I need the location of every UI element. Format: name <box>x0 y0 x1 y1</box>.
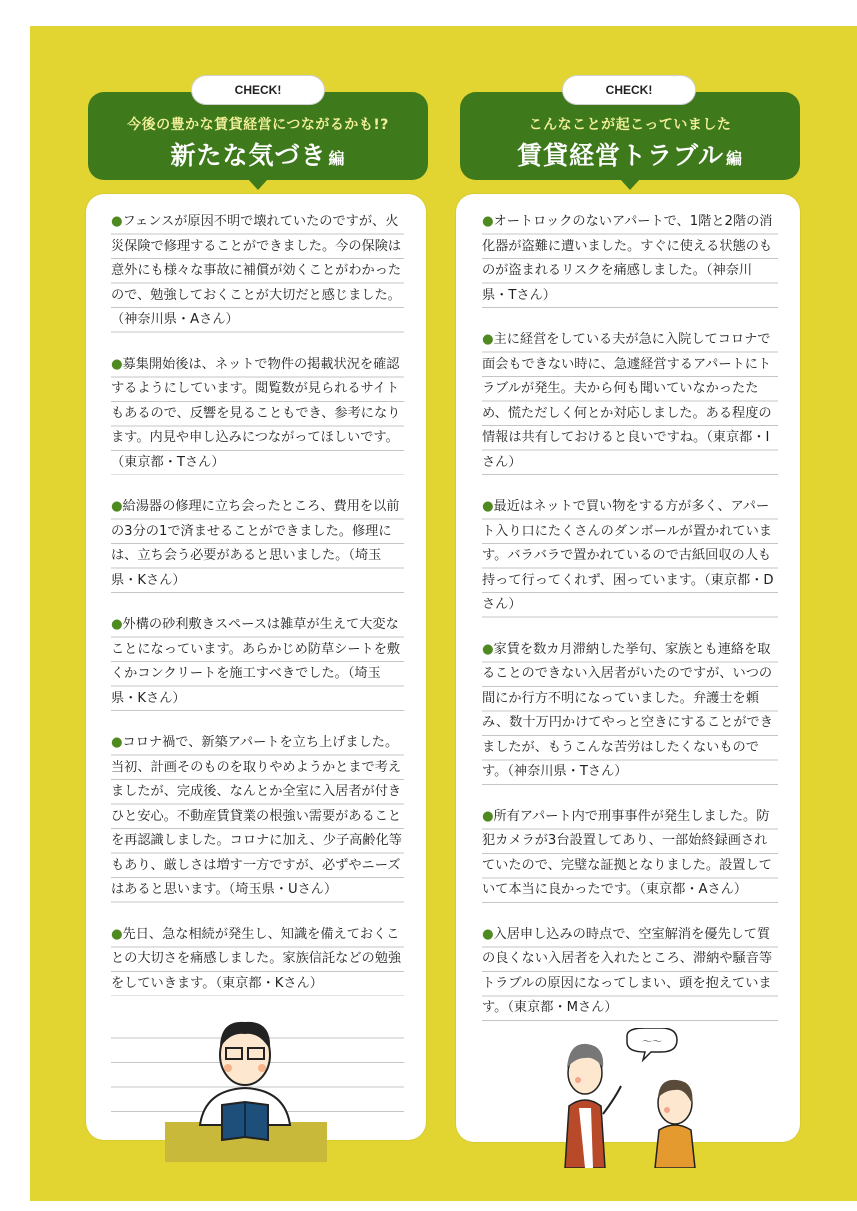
list-item <box>111 495 404 593</box>
bullet-icon: ● <box>482 926 494 942</box>
entry-text: 先日、急な相続が発生し、知識を備えておくことの大切さを痛感しました。家族信託などの勉強をしていきます。（東京都・Kさん） <box>111 926 402 991</box>
left-panel-subtitle: 今後の豊かな賃貸経営につながるかも!? <box>127 117 389 133</box>
worried-woman-illustration <box>555 1028 725 1168</box>
list-item <box>111 210 404 333</box>
left-panel-header <box>88 92 428 180</box>
entry-text: フェンスが原因不明で壊れていたのですが、火災保険で修理することができました。今の保険は意外にも様々な事故に補償が効くことがわかったので、勉強しておくことが大切だと感じました。（神奈川県・Aさん） <box>111 214 402 327</box>
entry-text: 最近はネットで買い物をする方が多く、アパート入り口にたくさんのダンボールが置かれています。バラバラで置かれているので古紙回収の人も持って行ってくれず、困っています。（東京都・Dさん） <box>482 499 774 612</box>
left-panel-title-suffix: 編 <box>328 149 346 168</box>
bullet-icon: ● <box>482 808 494 824</box>
left-panel-card <box>86 194 426 1140</box>
entry-text: 主に経営をしている夫が急に入院してコロナで面会もできない時に、急遽経営するアパートにトラブルが発生。夫から何も聞いていなかったため、慌ただしく何とか対応しました。ある程度の情報は共有しておけると良いですね。（東京都・Iさん） <box>482 332 772 470</box>
list-item <box>482 210 778 308</box>
woman-raised-arm <box>603 1086 621 1114</box>
right-panel-title-text: 賃貸経営トラブル <box>516 141 724 170</box>
listener-cheek <box>664 1107 670 1113</box>
left-entry-list <box>111 210 404 1016</box>
list-item <box>111 613 404 711</box>
bullet-icon: ● <box>482 499 494 514</box>
bullet-icon: ● <box>111 356 123 372</box>
bullet-icon: ● <box>111 499 123 514</box>
right-panel-subtitle: こんなことが起こっていました <box>528 117 732 133</box>
entry-text: 給湯器の修理に立ち会ったところ、費用を以前の3分の1で済ませることができました。修理には、立ち会う必要があると思いました。（埼玉県・Kさん） <box>111 499 400 588</box>
entry-text: 所有アパート内で刑事事件が発生しました。防犯カメラが3台設置してあり、一部始終録画されていたので、完璧な証拠となりました。設置していて本当に良かったです。（東京都・Aさん） <box>482 808 772 897</box>
bullet-icon: ● <box>111 617 123 632</box>
list-item <box>111 353 404 476</box>
right-entry-list <box>482 210 778 1041</box>
right-panel-card <box>456 194 800 1142</box>
check-badge-left: CHECK! <box>192 76 324 104</box>
header-pointer <box>248 179 268 190</box>
left-panel-title <box>88 136 428 172</box>
right-panel-header <box>460 92 800 180</box>
entry-text: 家賃を数カ月滞納した挙句、家族とも連絡を取ることのできない入居者がいたのですが、いつの間にか行方不明になっていました。弁護士を頼み、数十万円かけてやっと空きにすることができましたが、もうこんな苦労はしたくないものです。（神奈川県・Tさん） <box>482 641 773 779</box>
entry-text: 外構の砂利敷きスペースは雑草が生えて大変なことになっています。あらかじめ防草シートを敷くかコンクリートを施工すべきでした。（埼玉県・Kさん） <box>111 617 401 706</box>
cheek-left <box>224 1064 232 1072</box>
right-panel-title <box>460 136 800 172</box>
entry-text: 募集開始後は、ネットで物件の掲載状況を確認するようにしています。閲覧数が見られるサイトもあるので、反響を見ることもでき、参考になります。内見や申し込みにつながってほしいです。（東京都・Tさん） <box>111 356 401 470</box>
bullet-icon: ● <box>482 332 494 347</box>
entry-text: 入居申し込みの時点で、空室解消を優先して質の良くない入居者を入れたところ、滞納や騒音等トラブルの原因になってしまい、頭を抱えています。（東京都・Mさん） <box>482 926 773 1015</box>
cheek-right <box>258 1064 266 1072</box>
list-item <box>111 731 404 903</box>
bullet-icon: ● <box>111 214 123 229</box>
list-item <box>111 923 404 997</box>
bullet-icon: ● <box>482 214 494 229</box>
woman-cheek <box>575 1077 581 1083</box>
bullet-icon: ● <box>111 926 123 942</box>
entry-text: コロナ禍で、新築アパートを立ち上げました。当初、計画そのものを取りやめようかとまで考えましたが、完成後、なんとか全室に入居者が付きひと安心。不動産賃貸業の根強い需要があることを再認識しました。コロナに加え、少子高齢化等もあり、厳しさは増す一方ですが、必ずやニーズはあると思います。（埼玉県・Uさん） <box>111 735 402 897</box>
left-panel-title-text: 新たな気づき <box>170 141 327 170</box>
list-item <box>482 495 778 618</box>
speech-bubble-text: 〜〜 <box>642 1037 662 1048</box>
right-panel-title-suffix: 編 <box>726 149 744 168</box>
list-item <box>482 923 778 1021</box>
bullet-icon: ● <box>111 735 123 750</box>
list-item <box>482 328 778 475</box>
list-item <box>482 638 778 785</box>
bullet-icon: ● <box>482 641 494 657</box>
man-reading-illustration <box>160 1010 330 1165</box>
check-badge-right: CHECK! <box>563 76 695 104</box>
entry-text: オートロックのないアパートで、1階と2階の消化器が盗難に遭いました。すぐに使える状態のものが盗まれるリスクを痛感しました。（神奈川県・Tさん） <box>482 214 773 303</box>
listener-shirt <box>655 1125 695 1168</box>
header-pointer <box>620 179 640 190</box>
list-item <box>482 805 778 903</box>
